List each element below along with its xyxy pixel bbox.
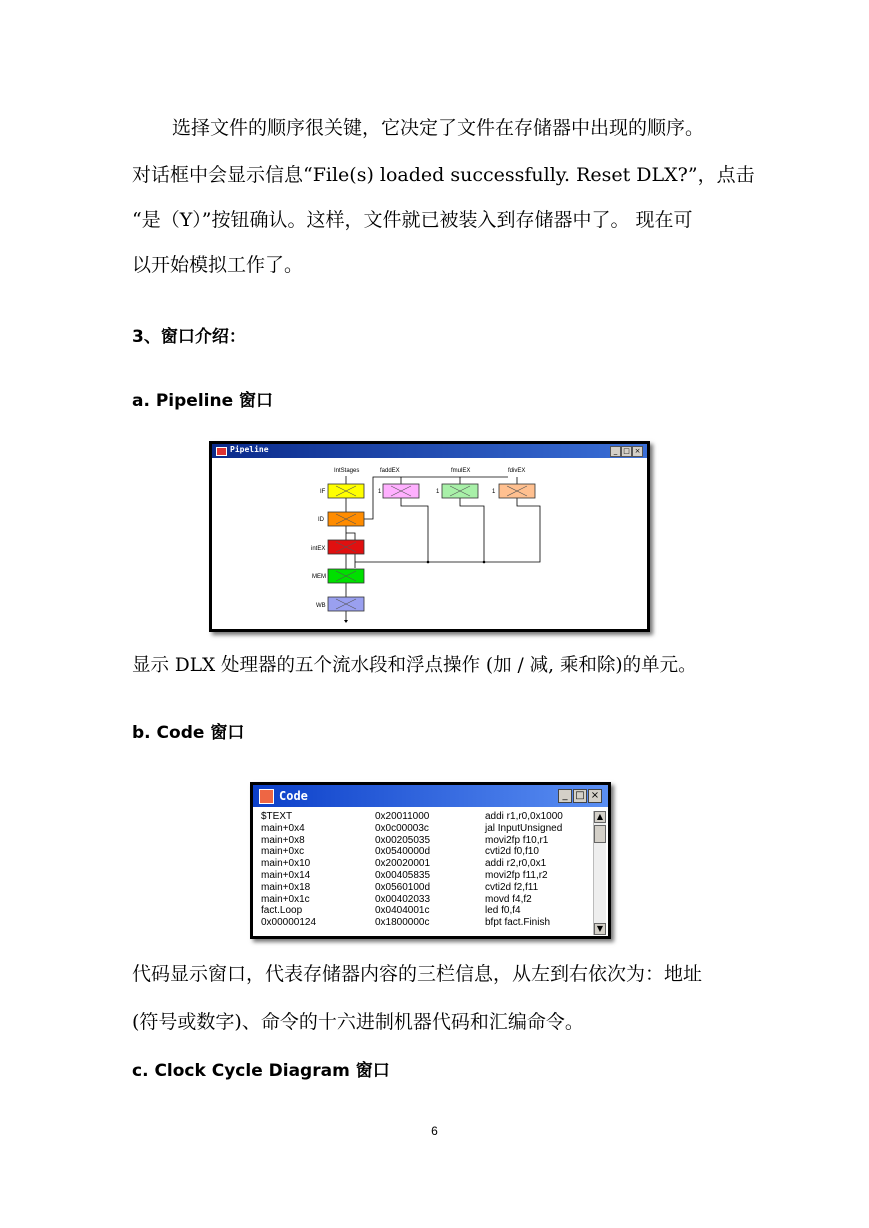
- paragraph-line: 对话框中会显示信息“File(s) loaded successfully. Reset DLX?”，点击: [132, 164, 755, 186]
- code-cell-addr: main+0x14: [261, 869, 311, 881]
- scroll-thumb[interactable]: [594, 825, 606, 843]
- if-label: IF: [320, 489, 326, 495]
- fadd-count: 1: [378, 489, 382, 495]
- page-number: 6: [431, 1124, 438, 1138]
- clock-heading: c. Clock Cycle Diagram 窗口: [132, 1061, 390, 1081]
- intstages-label: IntStages: [334, 468, 360, 474]
- fmul-label: fmulEX: [451, 468, 471, 474]
- code-cell-addr: main+0xc: [261, 846, 305, 858]
- minimize-icon[interactable]: _: [610, 446, 621, 457]
- code-cell-instr: cvti2d f0,f10: [485, 846, 539, 858]
- code-row[interactable]: [259, 894, 591, 906]
- fdiv-count: 1: [492, 489, 496, 495]
- intex-label: intEX: [311, 546, 326, 552]
- code-row[interactable]: [259, 905, 591, 917]
- code-cell-hex: 0x0560100d: [375, 881, 431, 893]
- code-row[interactable]: [259, 823, 591, 835]
- minimize-icon[interactable]: _: [558, 789, 572, 803]
- paragraph-line: 以开始模拟工作了。: [132, 254, 304, 276]
- code-cell-addr: $TEXT: [261, 811, 293, 822]
- fmul-count: 1: [436, 489, 440, 495]
- code-cell-addr: main+0x1c: [261, 893, 310, 905]
- code-cell-instr: movi2fp f10,r1: [485, 834, 549, 846]
- paragraph-line: 选择文件的顺序很关键，它决定了文件在存储器中出现的顺序。: [172, 117, 705, 139]
- code-cell-addr: main+0x18: [261, 881, 311, 893]
- code-row[interactable]: [259, 811, 591, 823]
- code-window-title: Code: [279, 789, 308, 803]
- code-cell-hex: 0x20020001: [375, 858, 431, 870]
- code-cell-hex: 0x00205035: [375, 834, 431, 846]
- fadd-label: faddEX: [380, 468, 400, 474]
- code-cell-instr: cvti2d f2,f11: [485, 881, 539, 893]
- code-cell-hex: 0x20011000: [375, 811, 430, 822]
- scrollbar[interactable]: [593, 811, 606, 935]
- maximize-icon[interactable]: □: [573, 789, 587, 803]
- code-cell-instr: led f0,f4: [485, 905, 521, 917]
- close-icon[interactable]: ×: [588, 789, 602, 803]
- code-row[interactable]: [259, 846, 591, 858]
- code-row[interactable]: [259, 882, 591, 894]
- code-caption-line: 代码显示窗口，代表存储器内容的三栏信息，从左到右依次为：地址: [132, 963, 703, 985]
- code-cell-instr: bfpt fact.Finish: [485, 917, 551, 929]
- code-caption-line: (符号或数字)、命令的十六进制机器代码和汇编命令。: [132, 1011, 584, 1033]
- code-window: [250, 782, 611, 939]
- pipeline-heading: a. Pipeline 窗口: [132, 391, 274, 411]
- id-label: ID: [318, 517, 324, 523]
- code-cell-hex: 0x00402033: [375, 893, 431, 905]
- code-cell-hex: 0x0540000d: [375, 846, 431, 858]
- section-heading: 3、窗口介绍：: [132, 327, 246, 347]
- code-row[interactable]: [259, 858, 591, 870]
- code-cell-addr: main+0x8: [261, 834, 305, 846]
- pipeline-window-title: Pipeline: [230, 445, 269, 454]
- paragraph-line: “是（Y）”按钮确认。这样，文件就已被装入到存储器中了。 现在可: [132, 209, 693, 231]
- pipeline-diagram: [212, 458, 647, 629]
- code-cell-hex: 0x00405835: [375, 869, 431, 881]
- pipeline-caption: 显示 DLX 处理器的五个流水段和浮点操作 (加 / 减, 乘和除)的单元。: [132, 655, 697, 676]
- code-cell-instr: addi r1,r0,0x1000: [485, 811, 563, 822]
- code-cell-hex: 0x1800000c: [375, 917, 430, 929]
- code-cell-instr: jal InputUnsigned: [485, 822, 563, 834]
- scroll-down-icon[interactable]: ▼: [594, 923, 606, 935]
- pipeline-titlebar[interactable]: [212, 444, 647, 458]
- code-cell-instr: addi r2,r0,0x1: [485, 858, 547, 870]
- code-cell-instr: movi2fp f11,r2: [485, 869, 548, 881]
- window-icon[interactable]: [216, 447, 227, 456]
- close-icon[interactable]: ×: [632, 446, 643, 457]
- wb-label: WB: [316, 603, 326, 609]
- mem-label: MEM: [312, 574, 326, 580]
- code-cell-addr: fact.Loop: [261, 905, 303, 917]
- code-cell-hex: 0x0404001c: [375, 905, 430, 917]
- scroll-up-icon[interactable]: ▲: [594, 811, 606, 823]
- pipeline-window: [209, 441, 650, 632]
- code-cell-instr: movd f4,f2: [485, 893, 532, 905]
- code-titlebar[interactable]: [253, 785, 608, 807]
- code-row[interactable]: [259, 870, 591, 882]
- window-icon[interactable]: [259, 789, 274, 804]
- code-listing[interactable]: [259, 811, 591, 935]
- code-cell-addr: main+0x4: [261, 822, 305, 834]
- code-row[interactable]: [259, 917, 591, 929]
- code-row[interactable]: [259, 835, 591, 847]
- code-cell-hex: 0x0c00003c: [375, 822, 429, 834]
- code-cell-addr: 0x00000124: [261, 917, 317, 929]
- code-heading: b. Code 窗口: [132, 723, 245, 743]
- code-cell-addr: main+0x10: [261, 858, 311, 870]
- maximize-icon[interactable]: □: [621, 446, 632, 457]
- fdiv-label: fdivEX: [508, 468, 526, 474]
